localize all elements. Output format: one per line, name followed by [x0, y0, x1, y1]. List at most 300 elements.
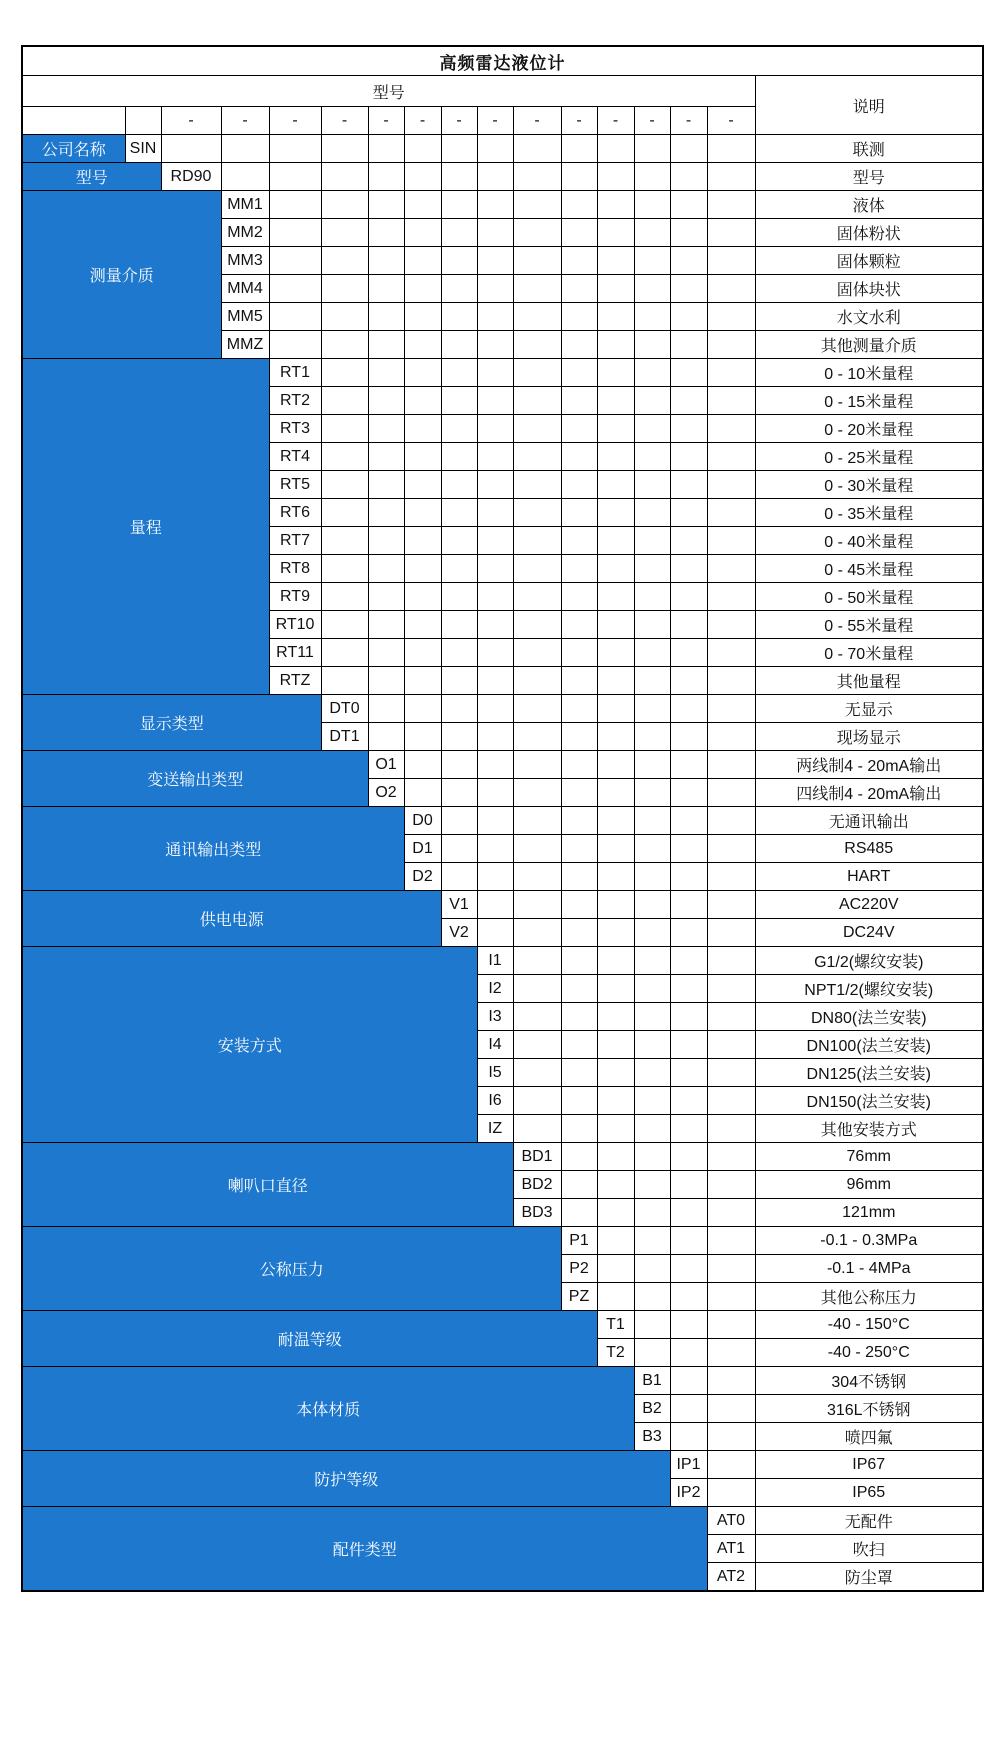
grid-cell [477, 555, 513, 583]
desc-cell: 0 - 20米量程 [755, 415, 983, 443]
category-cell: 通讯输出类型 [22, 807, 404, 891]
grid-cell [670, 359, 707, 387]
grid-cell [561, 331, 597, 359]
grid-cell [321, 667, 368, 695]
grid-cell [513, 863, 561, 891]
grid-cell [707, 1367, 755, 1395]
desc-cell: -0.1 - 4MPa [755, 1255, 983, 1283]
grid-cell [477, 163, 513, 191]
grid-cell [597, 275, 634, 303]
grid-cell [321, 583, 368, 611]
desc-cell: 无通讯输出 [755, 807, 983, 835]
grid-cell [707, 807, 755, 835]
grid-cell [670, 219, 707, 247]
grid-cell [441, 527, 477, 555]
code-cell: MM3 [221, 247, 269, 275]
grid-cell [597, 499, 634, 527]
grid-cell [707, 1395, 755, 1423]
grid-cell [707, 1339, 755, 1367]
grid-cell [634, 1031, 670, 1059]
grid-cell [404, 219, 441, 247]
code-cell: BD2 [513, 1171, 561, 1199]
grid-cell [513, 751, 561, 779]
grid-cell [368, 723, 404, 751]
grid-cell [670, 583, 707, 611]
grid-cell [477, 835, 513, 863]
category-cell: 耐温等级 [22, 1311, 597, 1367]
grid-cell [670, 1283, 707, 1311]
grid-cell [707, 191, 755, 219]
grid-cell [597, 807, 634, 835]
grid-cell [707, 415, 755, 443]
grid-cell [634, 1171, 670, 1199]
grid-cell [634, 1143, 670, 1171]
grid-cell [368, 359, 404, 387]
grid-cell [597, 1003, 634, 1031]
grid-cell [707, 331, 755, 359]
code-cell: RT9 [269, 583, 321, 611]
grid-cell [597, 1059, 634, 1087]
grid-cell [670, 975, 707, 1003]
desc-cell: 防尘罩 [755, 1563, 983, 1592]
grid-cell [634, 275, 670, 303]
grid-cell [707, 1171, 755, 1199]
desc-cell: 无显示 [755, 695, 983, 723]
grid-cell [441, 331, 477, 359]
code-cell: PZ [561, 1283, 597, 1311]
dash-separator: - [561, 107, 597, 135]
code-cell: I5 [477, 1059, 513, 1087]
grid-cell [513, 723, 561, 751]
desc-cell: 0 - 30米量程 [755, 471, 983, 499]
grid-cell [441, 751, 477, 779]
grid-cell [441, 247, 477, 275]
code-cell: RT6 [269, 499, 321, 527]
grid-cell [634, 163, 670, 191]
grid-cell [561, 639, 597, 667]
category-cell: 防护等级 [22, 1451, 670, 1507]
grid-cell [561, 919, 597, 947]
model-header-label: 型号 [22, 76, 755, 107]
grid-cell [513, 1031, 561, 1059]
table-row [22, 695, 983, 723]
grid-cell [477, 695, 513, 723]
grid-cell [670, 527, 707, 555]
grid-cell [404, 611, 441, 639]
grid-cell [707, 1087, 755, 1115]
desc-cell: 型号 [755, 163, 983, 191]
grid-cell [634, 779, 670, 807]
grid-cell [441, 499, 477, 527]
code-cell: RT11 [269, 639, 321, 667]
grid-cell [477, 443, 513, 471]
grid-cell [707, 1059, 755, 1087]
grid-cell [513, 1059, 561, 1087]
grid-cell [441, 275, 477, 303]
desc-cell: 其他测量介质 [755, 331, 983, 359]
grid-cell [404, 191, 441, 219]
grid-cell [368, 527, 404, 555]
grid-cell [561, 1031, 597, 1059]
category-cell: 量程 [22, 359, 269, 695]
grid-cell [368, 275, 404, 303]
grid-cell [404, 135, 441, 163]
desc-cell: 四线制4 - 20mA输出 [755, 779, 983, 807]
grid-cell [404, 639, 441, 667]
grid-cell [441, 471, 477, 499]
grid-cell [404, 555, 441, 583]
model-selection-table [21, 45, 984, 1592]
desc-cell: 0 - 50米量程 [755, 583, 983, 611]
grid-cell [561, 1199, 597, 1227]
grid-cell [634, 443, 670, 471]
desc-cell: 吹扫 [755, 1535, 983, 1563]
grid-cell [707, 1423, 755, 1451]
grid-cell [513, 583, 561, 611]
grid-cell [634, 835, 670, 863]
desc-cell: 0 - 55米量程 [755, 611, 983, 639]
grid-cell [597, 947, 634, 975]
grid-cell [561, 247, 597, 275]
grid-cell [670, 695, 707, 723]
grid-cell [404, 471, 441, 499]
category-cell: 安装方式 [22, 947, 477, 1143]
description-header-label: 说明 [755, 76, 983, 135]
grid-cell [561, 163, 597, 191]
table-row [22, 163, 983, 191]
grid-cell [634, 807, 670, 835]
grid-cell [441, 415, 477, 443]
grid-cell [477, 751, 513, 779]
grid-cell [477, 611, 513, 639]
grid-cell [404, 779, 441, 807]
grid-cell [707, 695, 755, 723]
grid-cell [269, 191, 321, 219]
grid-cell [670, 1059, 707, 1087]
grid-cell [670, 639, 707, 667]
grid-cell [269, 331, 321, 359]
grid-cell [477, 359, 513, 387]
code-cell: I6 [477, 1087, 513, 1115]
dash-separator: - [513, 107, 561, 135]
grid-cell [404, 359, 441, 387]
grid-cell [597, 1171, 634, 1199]
code-cell: RT1 [269, 359, 321, 387]
table-row [22, 1367, 983, 1395]
grid-cell [561, 471, 597, 499]
grid-cell [597, 163, 634, 191]
code-cell: SIN [125, 135, 161, 163]
grid-cell [321, 555, 368, 583]
code-cell: RT2 [269, 387, 321, 415]
grid-cell [597, 1199, 634, 1227]
grid-cell [404, 667, 441, 695]
dash-separator: - [161, 107, 221, 135]
grid-cell [513, 499, 561, 527]
code-cell: B2 [634, 1395, 670, 1423]
grid-cell [670, 611, 707, 639]
grid-cell [441, 611, 477, 639]
grid-cell [269, 219, 321, 247]
code-cell: B3 [634, 1423, 670, 1451]
grid-cell [707, 919, 755, 947]
grid-cell [707, 1255, 755, 1283]
grid-cell [670, 331, 707, 359]
grid-cell [477, 527, 513, 555]
grid-cell [321, 303, 368, 331]
grid-cell [670, 1171, 707, 1199]
grid-cell [561, 1115, 597, 1143]
grid-cell [597, 415, 634, 443]
grid-cell [477, 863, 513, 891]
grid-cell [561, 1171, 597, 1199]
grid-cell [634, 359, 670, 387]
grid-cell [321, 219, 368, 247]
grid-cell [404, 331, 441, 359]
grid-cell [634, 415, 670, 443]
grid-cell [561, 611, 597, 639]
grid-cell [561, 499, 597, 527]
desc-cell: 液体 [755, 191, 983, 219]
grid-cell [670, 863, 707, 891]
dash-separator: - [321, 107, 368, 135]
category-cell: 公称压力 [22, 1227, 561, 1311]
grid-cell [634, 1115, 670, 1143]
grid-cell [441, 779, 477, 807]
grid-cell [513, 695, 561, 723]
desc-cell: 0 - 45米量程 [755, 555, 983, 583]
grid-cell [441, 639, 477, 667]
grid-cell [561, 1087, 597, 1115]
category-cell: 测量介质 [22, 191, 221, 359]
grid-cell [707, 1199, 755, 1227]
grid-cell [670, 1395, 707, 1423]
grid-cell [597, 387, 634, 415]
grid-cell [321, 639, 368, 667]
grid-cell [634, 751, 670, 779]
desc-cell: 无配件 [755, 1507, 983, 1535]
grid-cell [513, 471, 561, 499]
grid-cell [269, 135, 321, 163]
grid-cell [634, 639, 670, 667]
grid-cell [513, 1087, 561, 1115]
grid-cell [321, 443, 368, 471]
grid-cell [707, 1003, 755, 1031]
desc-cell: 96mm [755, 1171, 983, 1199]
grid-cell [561, 135, 597, 163]
desc-cell: 现场显示 [755, 723, 983, 751]
grid-cell [561, 695, 597, 723]
grid-cell [597, 835, 634, 863]
grid-cell [707, 835, 755, 863]
grid-cell [707, 499, 755, 527]
grid-cell [670, 1003, 707, 1031]
grid-cell [707, 1031, 755, 1059]
grid-cell [707, 1143, 755, 1171]
grid-cell [513, 947, 561, 975]
dash-separator: - [441, 107, 477, 135]
desc-cell: 固体颗粒 [755, 247, 983, 275]
grid-cell [707, 359, 755, 387]
grid-cell [597, 219, 634, 247]
grid-cell [269, 303, 321, 331]
grid-cell [597, 919, 634, 947]
grid-cell [597, 975, 634, 1003]
model-header-row [22, 76, 983, 107]
grid-cell [634, 667, 670, 695]
grid-cell [561, 359, 597, 387]
grid-cell [707, 135, 755, 163]
code-cell: RD90 [161, 163, 221, 191]
grid-cell [707, 611, 755, 639]
model-selection-table-wrap [21, 45, 984, 1592]
grid-cell [670, 163, 707, 191]
table-row [22, 1227, 983, 1255]
grid-cell [477, 219, 513, 247]
grid-cell [597, 639, 634, 667]
grid-cell [404, 499, 441, 527]
desc-cell: 其他公称压力 [755, 1283, 983, 1311]
grid-cell [404, 387, 441, 415]
code-cell: BD1 [513, 1143, 561, 1171]
grid-cell [670, 1255, 707, 1283]
grid-cell [477, 779, 513, 807]
grid-cell [707, 471, 755, 499]
grid-cell [597, 891, 634, 919]
grid-cell [368, 611, 404, 639]
grid-cell [561, 751, 597, 779]
grid-cell [597, 331, 634, 359]
grid-cell [634, 891, 670, 919]
grid-cell [269, 275, 321, 303]
code-cell: MMZ [221, 331, 269, 359]
grid-cell [321, 471, 368, 499]
desc-cell: AC220V [755, 891, 983, 919]
grid-cell [634, 219, 670, 247]
grid-cell [597, 667, 634, 695]
grid-cell [670, 1423, 707, 1451]
code-cell: AT0 [707, 1507, 755, 1535]
grid-cell [634, 527, 670, 555]
code-cell: RT3 [269, 415, 321, 443]
grid-cell [404, 163, 441, 191]
grid-cell [561, 779, 597, 807]
code-cell: V2 [441, 919, 477, 947]
code-cell: I4 [477, 1031, 513, 1059]
grid-cell [321, 331, 368, 359]
grid-cell [634, 1255, 670, 1283]
grid-cell [634, 1283, 670, 1311]
grid-cell [707, 163, 755, 191]
grid-cell [221, 135, 269, 163]
grid-cell [707, 219, 755, 247]
grid-cell [597, 1143, 634, 1171]
grid-cell [368, 471, 404, 499]
grid-cell [707, 751, 755, 779]
grid-cell [513, 555, 561, 583]
grid-cell [561, 275, 597, 303]
dash-separator: - [221, 107, 269, 135]
grid-cell [670, 919, 707, 947]
desc-cell: 0 - 40米量程 [755, 527, 983, 555]
grid-cell [597, 247, 634, 275]
grid-cell [561, 415, 597, 443]
grid-cell [670, 247, 707, 275]
category-cell: 显示类型 [22, 695, 321, 751]
grid-cell [597, 359, 634, 387]
dash-separator: - [670, 107, 707, 135]
grid-cell [513, 163, 561, 191]
category-cell: 本体材质 [22, 1367, 634, 1451]
grid-cell [561, 387, 597, 415]
table-row [22, 359, 983, 387]
desc-cell: 316L不锈钢 [755, 1395, 983, 1423]
grid-cell [477, 303, 513, 331]
grid-cell [441, 583, 477, 611]
code-cell: T2 [597, 1339, 634, 1367]
grid-cell [634, 583, 670, 611]
grid-cell [561, 1003, 597, 1031]
grid-cell [707, 1451, 755, 1479]
desc-cell: 76mm [755, 1143, 983, 1171]
grid-cell [441, 443, 477, 471]
grid-cell [321, 387, 368, 415]
grid-cell [441, 387, 477, 415]
grid-cell [634, 1059, 670, 1087]
grid-cell [404, 751, 441, 779]
grid-cell [707, 1283, 755, 1311]
table-row [22, 191, 983, 219]
grid-cell [368, 387, 404, 415]
grid-cell [634, 975, 670, 1003]
code-cell: MM5 [221, 303, 269, 331]
desc-cell: NPT1/2(螺纹安装) [755, 975, 983, 1003]
grid-cell [670, 779, 707, 807]
desc-cell: 304不锈钢 [755, 1367, 983, 1395]
grid-cell [707, 1227, 755, 1255]
code-cell: B1 [634, 1367, 670, 1395]
grid-cell [513, 247, 561, 275]
grid-cell [597, 611, 634, 639]
grid-cell [634, 919, 670, 947]
grid-cell [597, 527, 634, 555]
grid-cell [441, 135, 477, 163]
grid-cell [441, 191, 477, 219]
grid-cell [597, 1115, 634, 1143]
grid-cell [441, 695, 477, 723]
grid-cell [441, 219, 477, 247]
grid-cell [561, 891, 597, 919]
grid-cell [707, 275, 755, 303]
code-cell: D1 [404, 835, 441, 863]
grid-cell [477, 415, 513, 443]
grid-cell [368, 219, 404, 247]
grid-cell [477, 275, 513, 303]
desc-cell: -40 - 250°C [755, 1339, 983, 1367]
code-cell: O1 [368, 751, 404, 779]
grid-cell [634, 1339, 670, 1367]
desc-cell: DN100(法兰安装) [755, 1031, 983, 1059]
category-cell: 供电电源 [22, 891, 441, 947]
grid-cell [477, 387, 513, 415]
grid-cell [477, 247, 513, 275]
dash-separator: - [368, 107, 404, 135]
desc-cell: DN125(法兰安装) [755, 1059, 983, 1087]
grid-cell [670, 135, 707, 163]
grid-cell [707, 443, 755, 471]
grid-cell [441, 303, 477, 331]
grid-cell [368, 191, 404, 219]
